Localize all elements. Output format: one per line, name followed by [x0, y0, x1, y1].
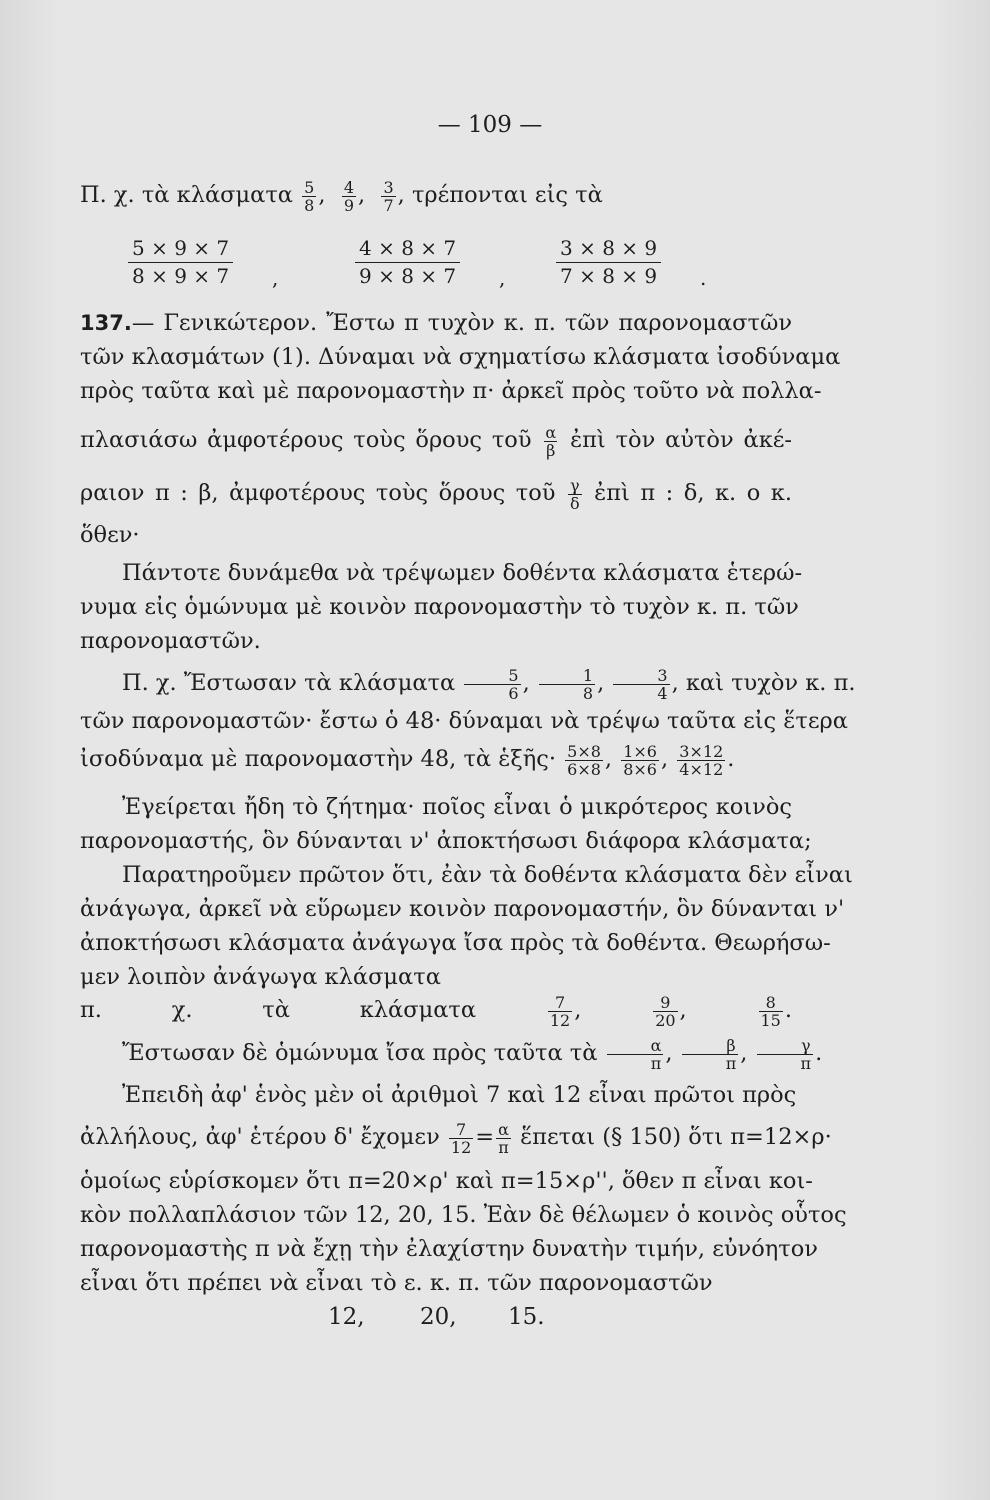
product-fraction-1-comma: , [272, 266, 279, 290]
denominator-15: 15. [508, 1304, 545, 1330]
paragraph-5-line-6: εἶναι ὅτι πρέπει νὰ εἶναι τὸ ε. κ. π. τῶν παρονομαστῶν [80, 1270, 713, 1296]
paragraph-4-line-3: ἀποκτήσωσι κλάσματα ἀνάγωγα ἴσα πρὸς τὰ δοθέντα. Θεωρήσω- [80, 930, 831, 956]
paragraph-2-line-2: νυμα εἰς ὁμώνυμα μὲ κοινὸν παρονομαστὴν τὸ τυχὸν κ. π. τῶν [80, 594, 799, 620]
paragraph-4-line-6: Ἔστωσαν δὲ ὁμώνυμα ἴσα πρὸς ταῦτα τὰ $\frac{\alpha}{\pi}$ , $\frac{\beta}{\pi}$ , $\frac{\gamma}{\pi}$ . [122, 1035, 823, 1073]
product-fraction-1: 5 × 9 × 7 8 × 9 × 7 [128, 235, 233, 290]
example-1-line: Π. χ. τὰ κλάσματα $\frac{5}{8}$ , $\frac{4}{9}$ , $\frac{3}{7}$ , τρέπονται εἰς τὰ [80, 177, 603, 215]
section-137-line-5: ραιον π : β, ἀμφοτέρους τοὺς ὅρους τοῦ $\frac{\gamma}{\delta}$ ἐπὶ π : δ, κ. ο κ. [80, 475, 793, 513]
fraction-8-15: $\frac{8}{15}$ [760, 992, 781, 1030]
fraction-alpha-pi-eq: $\frac{\alpha}{\pi}$ [498, 1119, 509, 1157]
page-number: — 109 — [437, 112, 543, 138]
fraction-1x6-8x6: $\frac{1\times 6}{8\times 6}$ [623, 741, 657, 779]
paragraph-2-line-3: παρονομαστῶν. [80, 628, 261, 654]
fraction-4-9: $\frac{4}{9}$ [343, 177, 354, 215]
fraction-1-8: $\frac{1}{8}$ [539, 667, 595, 702]
fraction-5x8-6x8: $\frac{5\times 8}{6\times 8}$ [567, 741, 601, 779]
product-fraction-2-comma: , [499, 266, 506, 290]
paragraph-4-line-4: μεν λοιπὸν ἀνάγωγα κλάσματα [80, 964, 441, 990]
paragraph-5-line-3: ὁμοίως εὑρίσκομεν ὅτι π=20×ρ' καὶ π=15×ρ'', ὅθεν π εἶναι κοι- [80, 1168, 813, 1194]
denominator-12: 12, [328, 1304, 365, 1330]
example-2-line-2: τῶν παρονομαστῶν· ἔστω ὁ 48· δύναμαι νὰ τρέψω ταῦτα εἰς ἕτερα [80, 708, 848, 734]
section-137-line-6: ὅθεν· [80, 522, 140, 548]
section-137-line-2: τῶν κλασμάτων (1). Δύναμαι νὰ σχηματίσω κλάσματα ἰσοδύναμα [80, 344, 841, 370]
paragraph-4-line-1: Παρατηροῦμεν πρῶτον ὅτι, ἐὰν τὰ δοθέντα κλάσματα δὲν εἶναι [122, 862, 853, 888]
fraction-7-12: $\frac{7}{12}$ [549, 992, 571, 1030]
paragraph-2-line-1: Πάντοτε δυνάμεθα νὰ τρέψωμεν δοθέντα κλάσματα ἑτερώ- [122, 560, 803, 586]
paragraph-5-line-4: κὸν πολλαπλάσιον τῶν 12, 20, 15. Ἐὰν δὲ θέλωμεν ὁ κοινὸς οὗτος [80, 1202, 847, 1228]
fraction-gamma-delta: $\frac{\gamma}{\delta}$ [569, 475, 580, 513]
example-2-line-3: ἰσοδύναμα μὲ παρονομαστὴν 48, τὰ ἑξῆς· $\frac{5\times 8}{6\times 8}$ , $\frac{1\times 6}{8\times 6}$ , $\frac{3\times 12}{4\times 12}$ . [80, 741, 735, 779]
example-1-tail: , τρέπονται εἰς τὰ [397, 182, 603, 208]
fraction-3-4: $\frac{3}{4}$ [613, 667, 669, 702]
paragraph-4-line-2: ἀνάγωγα, ἀρκεῖ νὰ εὕρωμεν κοινὸν παρονομαστήν, ὃν δύνανται ν' [80, 896, 845, 922]
fraction-alpha-beta: $\frac{\alpha}{\beta}$ [545, 422, 557, 460]
product-fraction-3-period: . [700, 266, 707, 290]
product-fraction-3: 3 × 8 × 9 7 × 8 × 9 [556, 235, 661, 290]
fraction-3x12-4x12: $\frac{3\times 12}{4\times 12}$ [679, 741, 724, 779]
paragraph-5-line-2: ἀλλήλους, ἀφ' ἑτέρου δ' ἔχομεν $\frac{7}{12}$ = $\frac{\alpha}{\pi}$ ἕπεται (§ 150) ὅτι π=12×ρ· [80, 1119, 832, 1157]
example-1-intro: Π. χ. τὰ κλάσματα [80, 182, 293, 208]
paragraph-3-line-1: Ἐγείρεται ἤδη τὸ ζήτημα· ποῖος εἶναι ὁ μικρότερος κοινὸς [122, 794, 792, 820]
fraction-3-7: $\frac{3}{7}$ [383, 177, 394, 215]
fraction-7-12-eq: $\frac{7}{12}$ [450, 1119, 472, 1157]
section-number: 137. [80, 311, 132, 335]
fraction-9-20: $\frac{9}{20}$ [655, 992, 676, 1030]
paragraph-5-line-5: παρονομαστὴς π νὰ ἔχῃ τὴν ἐλαχίστην δυνατὴν τιμήν, εὐνόητον [80, 1236, 818, 1262]
example-2-line-1: Π. χ. Ἔστωσαν τὰ κλάσματα $\frac{5}{6}$ , $\frac{1}{8}$ , $\frac{3}{4}$ , καὶ τυχὸν κ. π. [122, 665, 856, 703]
fraction-5-6: $\frac{5}{6}$ [464, 667, 520, 702]
denominator-20: 20, [420, 1304, 457, 1330]
section-137-line-1: 137.— Γενικώτερον. Ἔστω π τυχὸν κ. π. τῶν παρονομαστῶν [80, 310, 792, 336]
fraction-gamma-pi: $\frac{\gamma}{\pi}$ [757, 1037, 814, 1072]
paragraph-4-line-5: π. χ. τὰ κλάσματα $\frac{7}{12}$ , $\frac{9}{20}$ , $\frac{8}{15}$ . [80, 992, 793, 1030]
product-fraction-2: 4 × 8 × 7 9 × 8 × 7 [355, 235, 460, 290]
section-137-line-4: πλασιάσω ἀμφοτέρους τοὺς ὅρους τοῦ $\frac{\alpha}{\beta}$ ἐπὶ τὸν αὐτὸν ἀκέ- [80, 422, 793, 460]
fraction-beta-pi: $\frac{\beta}{\pi}$ [682, 1037, 739, 1072]
paragraph-3-line-2: παρονομαστής, ὃν δύνανται ν' ἀποκτήσωσι διάφορα κλάσματα; [80, 828, 812, 854]
fraction-alpha-pi: $\frac{\alpha}{\pi}$ [607, 1037, 664, 1072]
section-137-line-3: πρὸς ταῦτα καὶ μὲ παρονομαστὴν π· ἀρκεῖ πρὸς τοῦτο νὰ πολλα- [80, 378, 822, 404]
fraction-5-8: $\frac{5}{8}$ [304, 177, 315, 215]
paragraph-5-line-1: Ἐπειδὴ ἀφ' ἑνὸς μὲν οἱ ἀριθμοὶ 7 καὶ 12 εἶναι πρῶτοι πρὸς [122, 1082, 797, 1108]
